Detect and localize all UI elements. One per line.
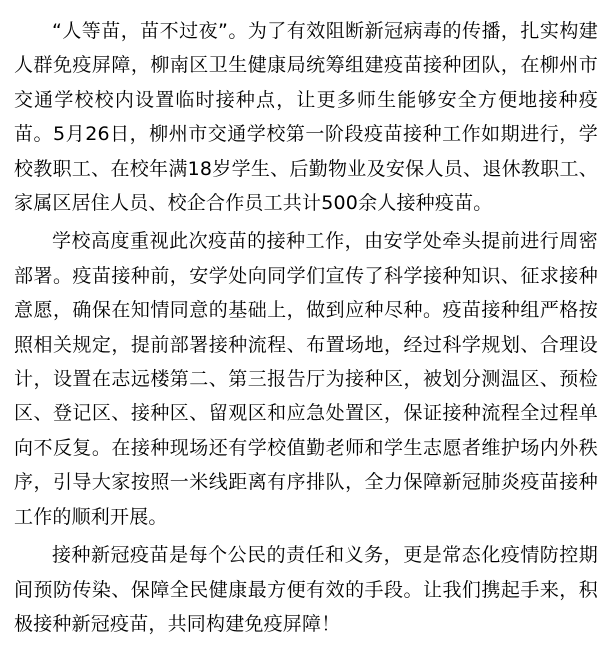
paragraph-organization-process: 学校高度重视此次疫苗的接种工作，由安学处牵头提前进行周密部署。疫苗接种前，安学处向同学们宣传了科学接种知识、征求接种意愿，确保在知情同意的基础上，做到应种尽种。疫苗接种组严格按照相关规定，提前部署接种流程、布置场地，经过科学规划、合理设计，设置在志远楼第二、第三报告厅为接种区，被划分测温区、预检区、登记区、接种区、留观区和应急处置区，保证接种流程全过程单向不反复。在接种现场还有学校值勤老师和学生志愿者维护场内外秩序，引导大家按照一米线距离有序排队，全力保障新冠肺炎疫苗接种工作的顺利开展。 xyxy=(14,230,598,528)
article-body xyxy=(14,14,598,641)
paragraph-vaccination-event: “人等苗，苗不过夜”。为了有效阻断新冠病毒的传播，扎实构建人群免疫屏障，柳南区卫生健康局统筹组建疫苗接种团队，在柳州市交通学校校内设置临时接种点，让更多师生能够安全方便地接种疫苗。5月26日，柳州市交通学校第一阶段疫苗接种工作如期进行，学校教职工、在校年满18岁学生、后勤物业及安保人员、退休教职工、家属区居住人员、校企合作员工共计500余人接种疫苗。 xyxy=(14,20,598,215)
paragraph-call-to-action: 接种新冠疫苗是每个公民的责任和义务，更是常态化疫情防控期间预防传染、保障全民健康最方便有效的手段。让我们携起手来，积极接种新冠疫苗，共同构建免疫屏障！ xyxy=(14,544,598,635)
